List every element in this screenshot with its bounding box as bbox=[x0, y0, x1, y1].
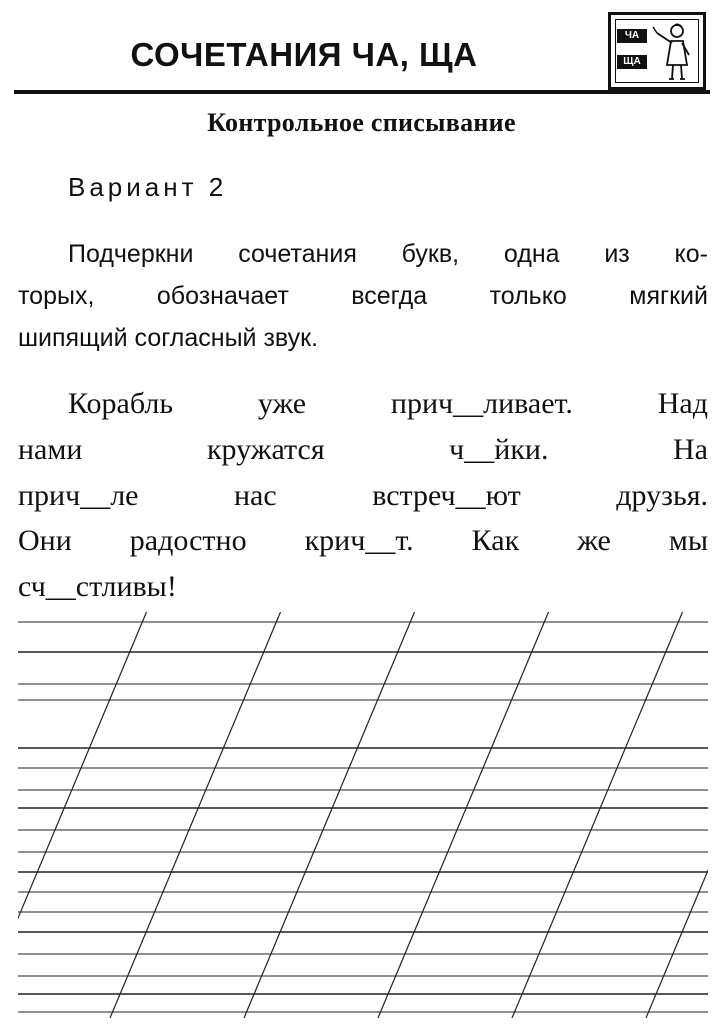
ruling-slant-line bbox=[378, 612, 549, 1018]
badge-tag-cha: ЧА bbox=[617, 29, 647, 43]
worksheet-subtitle: Контрольное списывание bbox=[207, 108, 516, 137]
copy-text-line-5: сч__стливы! bbox=[18, 570, 177, 603]
ruling-slant-line bbox=[110, 612, 281, 1018]
copy-text-line-3: прич__ле нас встреч__ют друзья. bbox=[18, 479, 708, 512]
page-title: СОЧЕТАНИЯ ЧА, ЩА bbox=[130, 36, 478, 73]
ruling-slant-line bbox=[0, 612, 13, 1018]
ruling-slant-line bbox=[244, 612, 415, 1018]
task-line-3: шипящий согласный звук. bbox=[18, 324, 319, 352]
task-line-1: Подчеркни сочетания букв, одна из ко- bbox=[68, 240, 708, 268]
variant-label: Вариант 2 bbox=[68, 172, 228, 202]
badge-tag-shcha: ЩА bbox=[617, 55, 647, 69]
task-line-2: торых, обозначает всегда только мягкий bbox=[18, 282, 708, 310]
copy-text-line-1: Корабль уже прич__ливает. Над bbox=[68, 387, 708, 420]
ruling-slant-line bbox=[0, 612, 147, 1018]
ruling-slant-line bbox=[512, 612, 683, 1018]
copy-text-line-4: Они радостно крич__т. Как же мы bbox=[18, 524, 708, 557]
copy-text-line-2: нами кружатся ч__йки. На bbox=[18, 433, 708, 466]
